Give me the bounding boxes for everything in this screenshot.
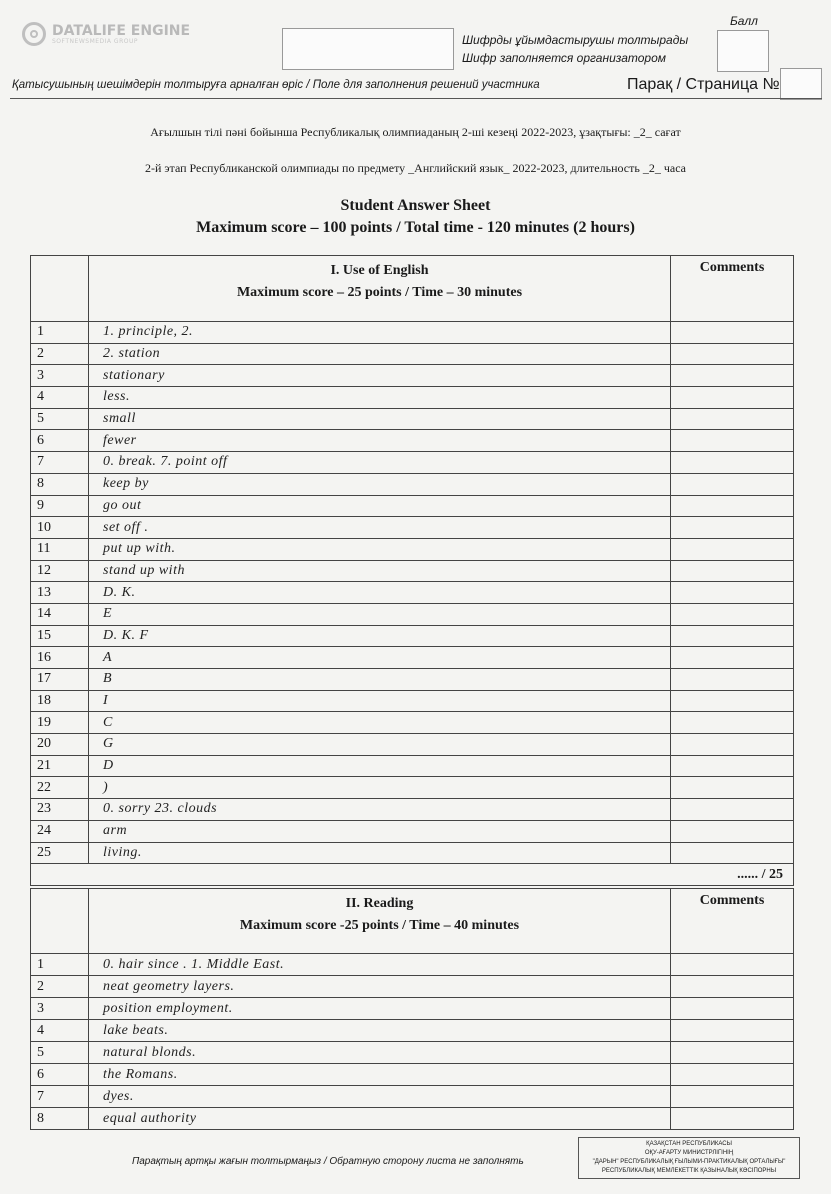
handwritten-answer: D	[89, 755, 671, 777]
question-number: 7	[31, 452, 89, 474]
comment-cell	[671, 976, 794, 998]
question-number: 8	[31, 1108, 89, 1130]
comment-cell	[671, 712, 794, 734]
page-number-box	[780, 68, 822, 100]
question-number: 6	[31, 430, 89, 452]
question-number: 3	[31, 365, 89, 387]
question-number: 4	[31, 387, 89, 409]
reading-table	[30, 888, 794, 1130]
answer-row	[31, 322, 794, 344]
comment-cell	[671, 755, 794, 777]
section2-header	[89, 889, 671, 954]
question-number: 8	[31, 473, 89, 495]
answer-row	[31, 365, 794, 387]
question-number: 25	[31, 842, 89, 864]
comment-cell	[671, 954, 794, 976]
answer-row	[31, 820, 794, 842]
handwritten-answer: natural blonds.	[89, 1042, 671, 1064]
comment-cell	[671, 1108, 794, 1130]
handwritten-answer: I	[89, 690, 671, 712]
number-header-cell	[31, 889, 89, 954]
answer-row	[31, 603, 794, 625]
comment-cell	[671, 734, 794, 756]
handwritten-answer: the Romans.	[89, 1064, 671, 1086]
stamp-line: РЕСПУБЛИКАЛЫҚ МЕМЛЕКЕТТІК ҚАЗЫНАЛЫҚ КӘСІПОРНЫ	[601, 1168, 777, 1174]
answer-row	[31, 495, 794, 517]
comment-cell	[671, 1086, 794, 1108]
comment-cell	[671, 647, 794, 669]
answer-row	[31, 998, 794, 1020]
question-number: 6	[31, 1064, 89, 1086]
answer-row	[31, 690, 794, 712]
comment-cell	[671, 625, 794, 647]
answer-field-label: Қатысушының шешімдерін толтыруға арналған өріс / Поле для заполнения решений участника	[12, 79, 540, 91]
handwritten-answer: 1. principle, 2.	[89, 322, 671, 344]
answer-row	[31, 1020, 794, 1042]
comment-cell	[671, 473, 794, 495]
question-number: 20	[31, 734, 89, 756]
question-number: 2	[31, 343, 89, 365]
cipher-note-ru: Шифр заполняется организатором	[462, 51, 666, 65]
cipher-note	[462, 31, 688, 67]
handwritten-answer: 0. hair since . 1. Middle East.	[89, 954, 671, 976]
question-number: 3	[31, 998, 89, 1020]
handwritten-answer: 0. break. 7. point off	[89, 452, 671, 474]
page-number-label: Парақ / Страница №	[627, 76, 780, 93]
comment-cell	[671, 777, 794, 799]
use-of-english-table	[30, 255, 794, 886]
olympiad-line-kz: Ағылшын тілі пәні бойынша Республикалық олимпиаданың 2-ші кезеңі 2022-2023, ұзақтығы: _2_ сағат	[150, 125, 681, 139]
watermark-title: DATALIFE ENGINE	[52, 22, 191, 39]
question-number: 22	[31, 777, 89, 799]
comment-cell	[671, 343, 794, 365]
handwritten-answer: stationary	[89, 365, 671, 387]
handwritten-answer: equal authority	[89, 1108, 671, 1130]
answer-row	[31, 712, 794, 734]
question-number: 11	[31, 538, 89, 560]
section2-comments-header: Comments	[671, 889, 794, 954]
question-number: 1	[31, 954, 89, 976]
question-number: 7	[31, 1086, 89, 1108]
answer-row	[31, 1064, 794, 1086]
answer-row	[31, 755, 794, 777]
question-number: 5	[31, 408, 89, 430]
stamp-line: ОҚУ-АҒАРТУ МИНИСТРЛІГІНІҢ	[644, 1150, 734, 1156]
handwritten-answer: neat geometry layers.	[89, 976, 671, 998]
answer-row	[31, 625, 794, 647]
handwritten-answer: B	[89, 669, 671, 691]
cipher-box	[282, 28, 454, 70]
answer-row	[31, 799, 794, 821]
comment-cell	[671, 1020, 794, 1042]
answer-row	[31, 560, 794, 582]
answer-row	[31, 647, 794, 669]
comment-cell	[671, 538, 794, 560]
comment-cell	[671, 408, 794, 430]
handwritten-answer: small	[89, 408, 671, 430]
score-box	[717, 30, 769, 72]
handwritten-answer: D. K. F	[89, 625, 671, 647]
section1-comments-header: Comments	[671, 256, 794, 322]
handwritten-answer: set off .	[89, 517, 671, 539]
handwritten-answer: stand up with	[89, 560, 671, 582]
sheet-subtitle: Maximum score – 100 points / Total time - 120 minutes (2 hours)	[196, 219, 635, 236]
section1-subtitle: Maximum score – 25 points / Time – 30 minutes	[236, 285, 523, 300]
handwritten-answer: 2. station	[89, 343, 671, 365]
comment-cell	[671, 495, 794, 517]
comment-cell	[671, 517, 794, 539]
total-row	[31, 864, 794, 886]
question-number: 24	[31, 820, 89, 842]
watermark-logo	[22, 22, 190, 46]
answer-row	[31, 387, 794, 409]
section2-title: II. Reading	[345, 896, 414, 911]
comment-cell	[671, 582, 794, 604]
answer-row	[31, 1108, 794, 1130]
section-total: ...... / 25	[31, 864, 794, 886]
handwritten-answer: living.	[89, 842, 671, 864]
question-number: 13	[31, 582, 89, 604]
comment-cell	[671, 1064, 794, 1086]
comment-cell	[671, 322, 794, 344]
watermark-subtitle: SOFTNEWSMEDIA GROUP	[52, 37, 138, 45]
question-number: 23	[31, 799, 89, 821]
question-number: 16	[31, 647, 89, 669]
handwritten-answer: C	[89, 712, 671, 734]
answer-row	[31, 976, 794, 998]
answer-row	[31, 954, 794, 976]
logo-icon	[22, 22, 46, 46]
section2-subtitle: Maximum score -25 points / Time – 40 minutes	[239, 918, 520, 933]
comment-cell	[671, 1042, 794, 1064]
comment-cell	[671, 452, 794, 474]
comment-cell	[671, 430, 794, 452]
handwritten-answer: 0. sorry 23. clouds	[89, 799, 671, 821]
handwritten-answer: fewer	[89, 430, 671, 452]
answer-row	[31, 538, 794, 560]
handwritten-answer: position employment.	[89, 998, 671, 1020]
olympiad-line-ru: 2-й этап Республиканской олимпиады по предмету _Английский язык_ 2022-2023, длительность _2_ часа	[144, 161, 687, 175]
section1-header	[89, 256, 671, 322]
answer-row	[31, 517, 794, 539]
answer-row	[31, 430, 794, 452]
comment-cell	[671, 820, 794, 842]
handwritten-answer: E	[89, 603, 671, 625]
answer-row	[31, 1042, 794, 1064]
handwritten-answer: put up with.	[89, 538, 671, 560]
cipher-note-kz: Шифрды ұйымдастырушы толтырады	[462, 33, 689, 47]
answer-row	[31, 582, 794, 604]
question-number: 4	[31, 1020, 89, 1042]
answer-row	[31, 842, 794, 864]
question-number: 15	[31, 625, 89, 647]
handwritten-answer: )	[89, 777, 671, 799]
header-divider	[10, 98, 822, 99]
comment-cell	[671, 690, 794, 712]
handwritten-answer: A	[89, 647, 671, 669]
section1-title: I. Use of English	[330, 263, 429, 278]
question-number: 18	[31, 690, 89, 712]
question-number: 10	[31, 517, 89, 539]
answer-row	[31, 669, 794, 691]
sheet-title: Student Answer Sheet	[340, 197, 491, 214]
handwritten-answer: arm	[89, 820, 671, 842]
comment-cell	[671, 365, 794, 387]
answer-row	[31, 343, 794, 365]
handwritten-answer: go out	[89, 495, 671, 517]
answer-row	[31, 473, 794, 495]
footer-note: Парақтың артқы жағын толтырмаңыз / Обратную сторону листа не заполнять	[132, 1156, 524, 1167]
question-number: 12	[31, 560, 89, 582]
answer-row	[31, 734, 794, 756]
handwritten-answer: D. K.	[89, 582, 671, 604]
answer-row	[31, 408, 794, 430]
question-number: 5	[31, 1042, 89, 1064]
handwritten-answer: lake beats.	[89, 1020, 671, 1042]
question-number: 2	[31, 976, 89, 998]
comment-cell	[671, 603, 794, 625]
comment-cell	[671, 998, 794, 1020]
organization-stamp	[578, 1137, 800, 1179]
comment-cell	[671, 842, 794, 864]
question-number: 9	[31, 495, 89, 517]
answer-row	[31, 777, 794, 799]
stamp-line: ҚАЗАҚСТАН РЕСПУБЛИКАСЫ	[646, 1141, 732, 1147]
comment-cell	[671, 669, 794, 691]
question-number: 19	[31, 712, 89, 734]
question-number: 21	[31, 755, 89, 777]
question-number: 14	[31, 603, 89, 625]
comment-cell	[671, 387, 794, 409]
handwritten-answer: keep by	[89, 473, 671, 495]
handwritten-answer: G	[89, 734, 671, 756]
question-number: 1	[31, 322, 89, 344]
score-label: Балл	[730, 14, 758, 28]
handwritten-answer: less.	[89, 387, 671, 409]
stamp-line: "ДАРЫН" РЕСПУБЛИКАЛЫҚ ҒЫЛЫМИ-ПРАКТИКАЛЫҚ ОРТАЛЫҒЫ"	[592, 1159, 786, 1165]
comment-cell	[671, 560, 794, 582]
comment-cell	[671, 799, 794, 821]
number-header-cell	[31, 256, 89, 322]
handwritten-answer: dyes.	[89, 1086, 671, 1108]
question-number: 17	[31, 669, 89, 691]
answer-row	[31, 452, 794, 474]
answer-row	[31, 1086, 794, 1108]
